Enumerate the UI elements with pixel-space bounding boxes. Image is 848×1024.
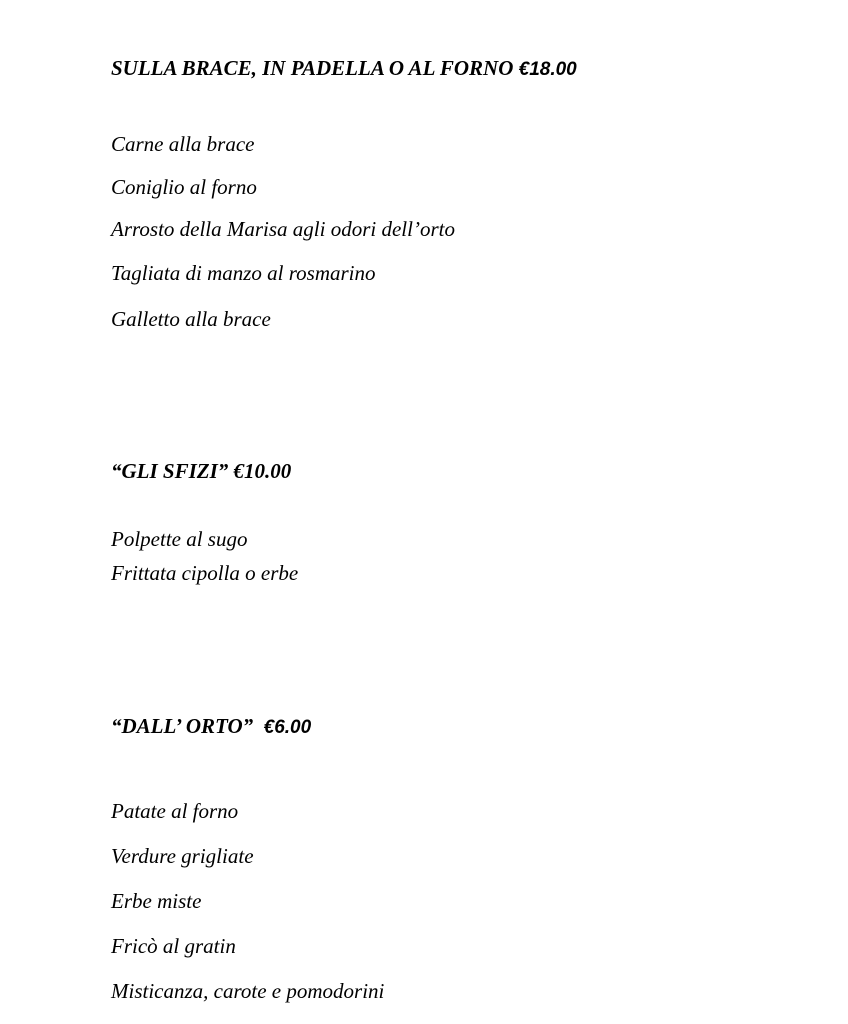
section-title: SULLA BRACE, IN PADELLA O AL FORNO	[111, 56, 519, 80]
section-title: “DALL’ ORTO”	[111, 714, 264, 738]
section-price: €6.00	[263, 717, 312, 738]
menu-item: Frittata cipolla o erbe	[111, 561, 299, 585]
section-heading-gli-sfizi	[111, 461, 291, 482]
section-title: “GLI SFIZI” €10.00	[111, 459, 292, 483]
section-price: €18.00	[518, 59, 577, 80]
menu-item: Patate al forno	[111, 799, 239, 823]
menu-item: Fricò al gratin	[111, 934, 236, 958]
menu-item: Tagliata di manzo al rosmarino	[111, 261, 376, 285]
section-heading-dall-orto	[111, 716, 311, 737]
menu-item: Verdure grigliate	[111, 844, 254, 868]
menu-item: Carne alla brace	[111, 132, 255, 156]
menu-item: Erbe miste	[111, 889, 202, 913]
menu-item: Misticanza, carote e pomodorini	[111, 979, 385, 1003]
menu-item: Arrosto della Marisa agli odori dell’orto	[111, 217, 455, 241]
menu-item: Galletto alla brace	[111, 307, 271, 331]
section-heading-sulla-brace	[111, 58, 577, 79]
menu-item: Coniglio al forno	[111, 175, 257, 199]
menu-item: Polpette al sugo	[111, 527, 248, 551]
